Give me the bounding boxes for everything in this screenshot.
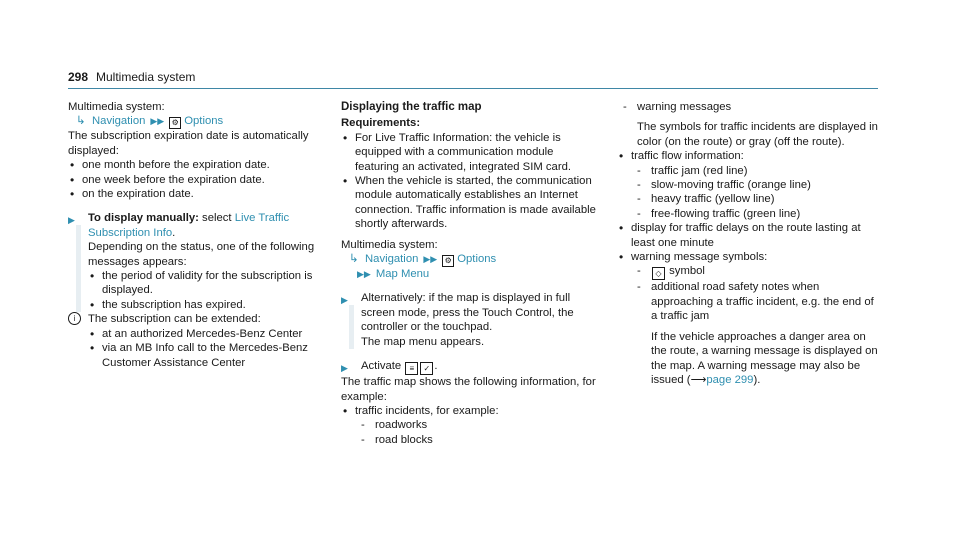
info-note	[68, 312, 326, 370]
step-lead: To display manually:	[88, 212, 199, 225]
incidents-list	[341, 404, 596, 447]
expiry-list	[68, 158, 326, 201]
step-after: .	[434, 360, 438, 373]
live-traffic-info-link[interactable]: Live Traffic Subscription Info	[88, 212, 290, 239]
incidents-label: traffic incidents, for example:	[355, 404, 499, 417]
page-section-title: Multimedia system	[96, 70, 196, 84]
list-item: • the subscription has expired.	[88, 298, 326, 312]
requirements-list	[341, 131, 596, 232]
instruction-step	[341, 359, 596, 375]
incident-items	[355, 418, 596, 447]
warning-symbol-icon: ◇	[652, 267, 665, 280]
flow-list	[617, 149, 879, 387]
list-item: - roadworks	[355, 418, 596, 432]
path-separator-icon: ▶▶	[150, 116, 165, 127]
warning-symbols-label: warning message symbols:	[631, 251, 768, 264]
list-item	[617, 250, 879, 387]
step-bar	[349, 305, 354, 349]
step-text: Alternatively: if the map is displayed in full screen mode, press the Touch Control, the controller or the touchpad.	[361, 292, 574, 334]
list-item: - road blocks	[355, 433, 596, 447]
path-arrow-icon: ↳	[76, 115, 86, 128]
path-options-link[interactable]: Options	[457, 253, 497, 266]
list-item: • For Live Traffic Information: the vehicle is equipped with a communication module featuring an activated, integrated SIM card.	[341, 131, 596, 174]
info-icon: i	[68, 312, 81, 325]
step-select: select	[202, 212, 232, 225]
flow-label: traffic flow information:	[631, 150, 744, 163]
path-separator-icon: ▶▶	[357, 269, 371, 280]
step-activate: Activate	[361, 360, 402, 373]
list-item: - free-flowing traffic (green line)	[631, 207, 879, 221]
list-item: • display for traffic delays on the route lasting at least one minute	[617, 221, 879, 250]
section-title: Displaying the traffic map	[341, 101, 482, 113]
note-text: The subscription can be extended:	[88, 313, 261, 326]
instruction-step	[68, 211, 326, 312]
list-item: • via an MB Info call to the Mercedes-Benz Customer Assistance Center	[88, 341, 326, 370]
page-header	[68, 70, 878, 89]
list-item: • one month before the expiration date.	[68, 158, 326, 172]
status-list	[88, 269, 326, 312]
menu-path-2	[341, 267, 596, 281]
list-item: - heavy traffic (yellow line)	[631, 192, 879, 206]
instruction-step	[341, 291, 596, 349]
flow-items	[631, 164, 879, 222]
danger-text	[651, 330, 879, 388]
list-item: - warning messages	[617, 100, 879, 114]
path-map-menu-link[interactable]: Map Menu	[375, 268, 430, 281]
list-item	[341, 404, 596, 447]
column-1	[68, 100, 326, 370]
list-item	[617, 149, 879, 221]
step-after: .	[172, 226, 176, 239]
step-result: The map menu appears.	[361, 335, 485, 348]
column-2	[341, 100, 596, 447]
note-list	[88, 327, 326, 370]
column-3	[617, 100, 879, 387]
list-item: - traffic jam (red line)	[631, 164, 879, 178]
path-navigation-link[interactable]: Navigation	[365, 253, 419, 266]
warning-list	[617, 100, 879, 114]
system-label: Multimedia system:	[68, 101, 165, 113]
list-item: • at an authorized Mercedes-Benz Center	[88, 327, 326, 341]
path-navigation-link[interactable]: Navigation	[92, 115, 146, 128]
symbol-items	[631, 264, 879, 387]
gear-icon: ⚙	[169, 117, 181, 129]
gear-icon: ⚙	[442, 255, 454, 267]
step-arrow-icon: ▶	[341, 363, 348, 374]
symbols-text: The symbols for traffic incidents are displayed in color (on the route) or gray (off the route).	[637, 121, 878, 148]
step-bar	[76, 225, 81, 312]
step-arrow-icon: ▶	[68, 215, 75, 226]
page-reference-arrow-icon: ⟶	[690, 373, 707, 386]
step-arrow-icon: ▶	[341, 295, 348, 306]
danger-end: ).	[753, 373, 761, 386]
additional-text: additional road safety notes when approaching a traffic incident, e.g. the end of a traffic jam	[651, 281, 874, 323]
path-options-link[interactable]: Options	[184, 115, 224, 128]
path-arrow-icon: ↳	[349, 253, 359, 266]
danger-label: If the vehicle approaches a danger area on the route, a warning message is displayed on the map. A warning message may also be issued (	[651, 330, 878, 386]
list-item: • the period of validity for the subscription is displayed.	[88, 269, 326, 298]
page-reference-link[interactable]: page 299	[706, 373, 754, 386]
list-item	[631, 264, 879, 280]
list-item: - slow-moving traffic (orange line)	[631, 178, 879, 192]
shows-text: The traffic map shows the following information, for example:	[341, 376, 596, 403]
expiry-text: The subscription expiration date is automatically displayed:	[68, 130, 309, 157]
requirements-label: Requirements:	[341, 117, 421, 130]
list-item	[631, 280, 879, 387]
step-depending: Depending on the status, one of the following messages appears:	[88, 241, 315, 268]
list-item: • When the vehicle is started, the communication module automatically establishes an Internet connection. Traffic information is made available shortly afterwards.	[341, 174, 596, 232]
list-item: • on the expiration date.	[68, 187, 326, 201]
path-separator-icon: ▶▶	[423, 254, 438, 265]
traffic-map-icon: ≡	[405, 362, 418, 375]
menu-path	[68, 114, 326, 129]
list-item: • one week before the expiration date.	[68, 173, 326, 187]
menu-path	[341, 252, 596, 267]
symbol-label: symbol	[669, 265, 705, 278]
page-number: 298	[68, 70, 89, 84]
system-label: Multimedia system:	[341, 238, 438, 251]
checkbox-icon: ✓	[420, 362, 433, 375]
